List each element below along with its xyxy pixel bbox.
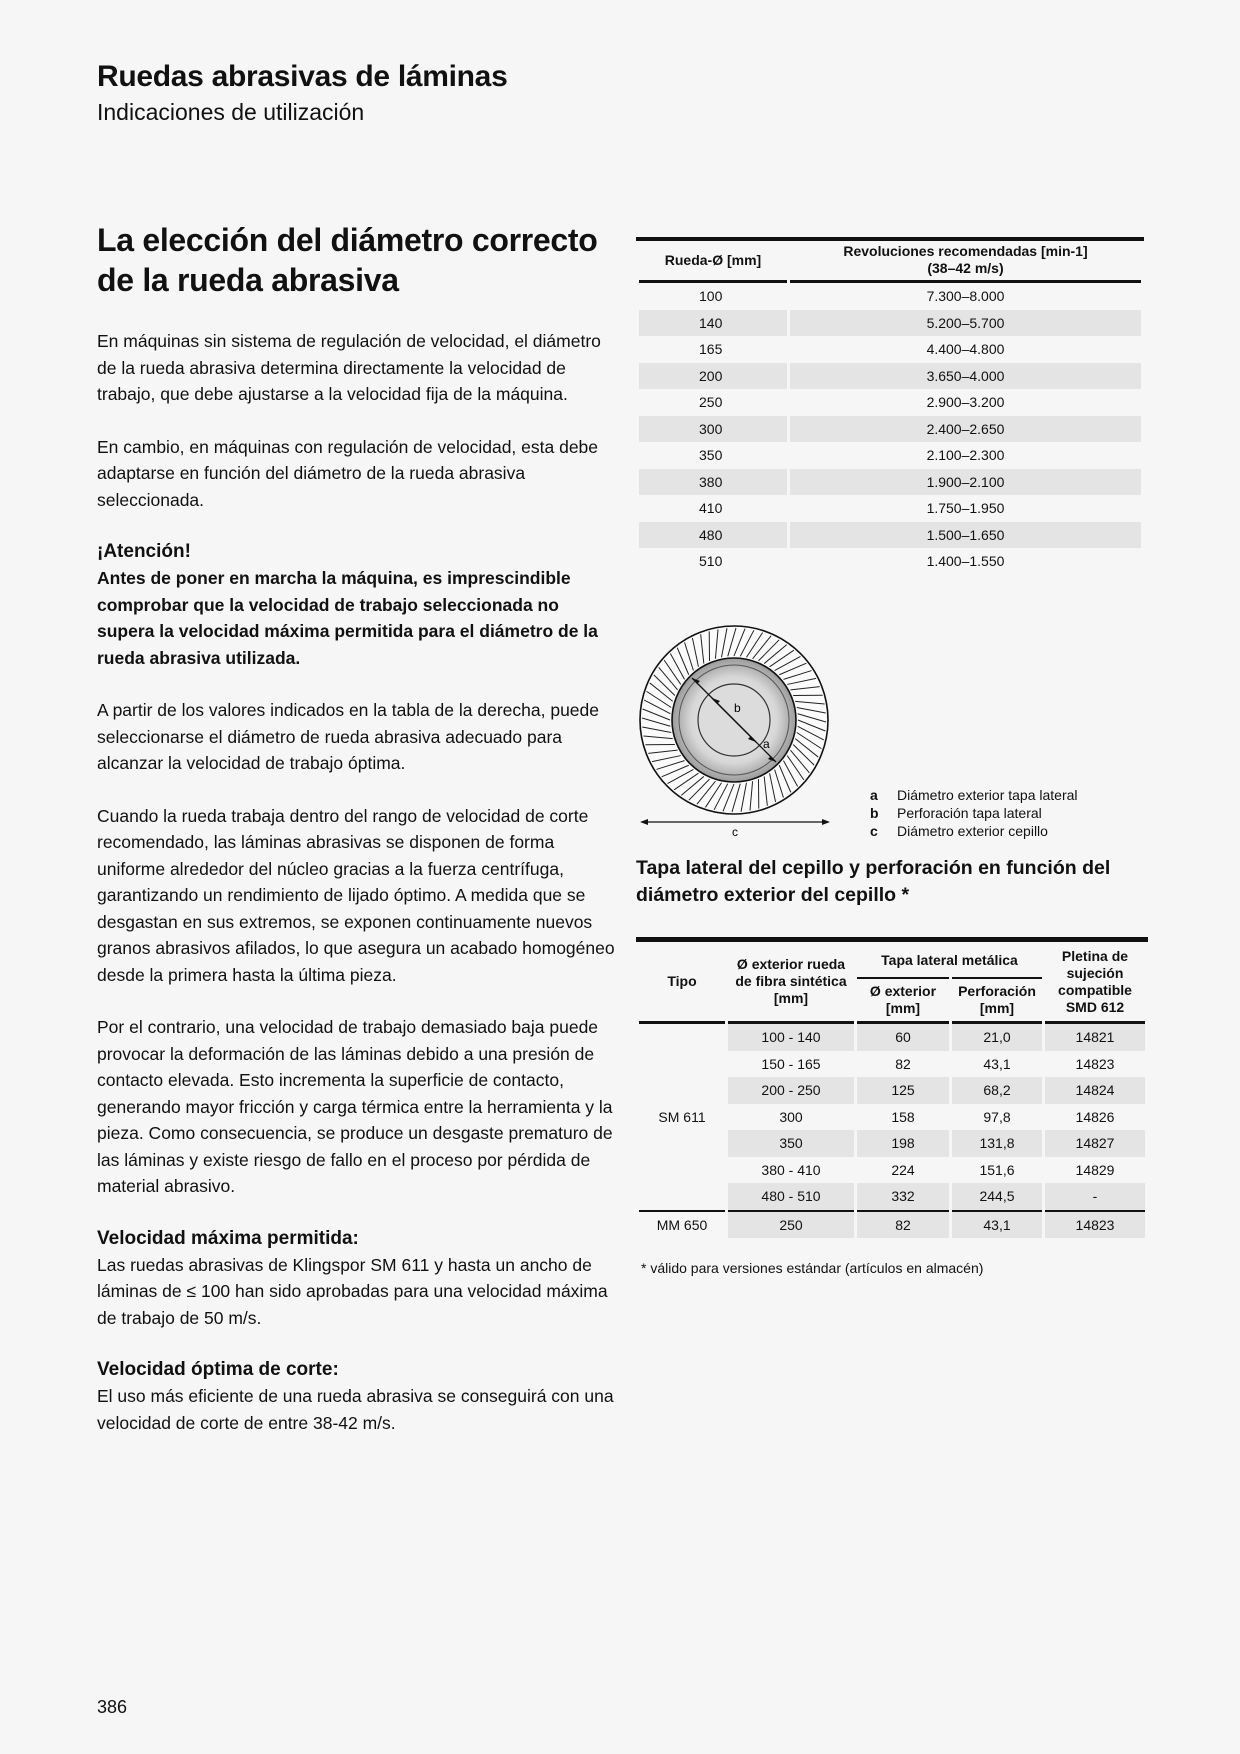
- side-cap-cell: 14829: [1075, 1161, 1115, 1178]
- side-cap-cell: 14823: [1045, 1210, 1145, 1239]
- side-cap-cell: 480 - 510: [728, 1183, 854, 1210]
- side-cap-cell: 332: [857, 1183, 949, 1210]
- rpm-cell-diameter: 350: [699, 447, 723, 464]
- section-title: [97, 220, 617, 300]
- rpm-cell-rpm: 3.650–4.000: [790, 363, 1141, 390]
- legend-item: [870, 786, 1078, 804]
- side-cap-cell: 198: [857, 1130, 949, 1157]
- rpm-cell-diameter: 300: [639, 416, 787, 443]
- side-cap-cell: -: [1045, 1183, 1145, 1210]
- side-cap-cell: 200 - 250: [728, 1077, 854, 1104]
- brush-diagram: [636, 620, 836, 840]
- rpm-cell-rpm: 2.900–3.200: [926, 394, 1005, 411]
- rpm-cell-rpm: 1.750–1.950: [926, 500, 1005, 517]
- t2-header-perf: Perforación [mm]: [952, 977, 1042, 1024]
- side-cap-cell: 100 - 140: [728, 1024, 854, 1051]
- rpm-table-row: [639, 522, 1141, 549]
- rpm-table-row: [639, 442, 1141, 469]
- side-cap-cell: 43,1: [952, 1210, 1042, 1239]
- table2-footnote: * válido para versiones estándar (artículos en almacén): [641, 1260, 984, 1276]
- side-cap-cell: 300: [779, 1108, 803, 1125]
- side-cap-cell: 151,6: [979, 1161, 1015, 1178]
- side-cap-cell: 21,0: [952, 1024, 1042, 1051]
- section-title-line2: de la rueda abrasiva: [97, 262, 399, 298]
- side-cap-cell: 82: [895, 1055, 911, 1072]
- rpm-cell-diameter: 165: [699, 341, 723, 358]
- side-cap-cell: 14826: [1075, 1108, 1115, 1125]
- paragraph-4: Cuando la rueda trabaja dentro del rango de velocidad de corte recomendado, las láminas abrasivas se disponen de forma uniforme alrededor del núcleo gracias a la fuerza centrífuga, garantizando un rendimiento de lijado óptimo. A medida que se desgastan en sus extremos, se exponen continuamente nuevos granos abrasivos afilados, lo que asegura un acabado homogéneo desde la primera hasta la última pieza.: [97, 805, 615, 985]
- label-b: b: [734, 701, 741, 715]
- rpm-cell-diameter: 100: [699, 288, 723, 305]
- rpm-cell-rpm: 4.400–4.800: [926, 341, 1005, 358]
- side-cap-cell: 97,8: [983, 1108, 1011, 1125]
- side-cap-cell: 350: [728, 1130, 854, 1157]
- label-c: c: [732, 825, 738, 839]
- side-cap-cell: 82: [857, 1210, 949, 1239]
- side-cap-cell-type: SM 611: [658, 1108, 706, 1125]
- side-cap-cell: 14821: [1045, 1024, 1145, 1051]
- t2-header-tipo: Tipo: [639, 942, 725, 1024]
- header-title: Ruedas abrasivas de láminas: [97, 60, 508, 93]
- rpm-cell-diameter: 250: [699, 394, 723, 411]
- diagram-legend: [870, 786, 1078, 840]
- side-cap-cell: 14824: [1045, 1077, 1145, 1104]
- side-cap-cell: 60: [857, 1024, 949, 1051]
- side-cap-cell: 43,1: [983, 1055, 1011, 1072]
- t2-header-tapa: Tapa lateral metálica: [881, 952, 1018, 968]
- rpm-cell-rpm: 1.400–1.550: [926, 553, 1005, 570]
- side-cap-cell: 224: [891, 1161, 915, 1178]
- rpm-table-row: [639, 416, 1141, 443]
- side-cap-cell: 380 - 410: [761, 1161, 821, 1178]
- rpm-cell-diameter: 410: [699, 500, 723, 517]
- rpm-header-line1: Revoluciones recomendadas [min-1]: [843, 243, 1088, 259]
- rpm-cell-rpm: 5.200–5.700: [790, 310, 1141, 337]
- rpm-table-row: [639, 283, 1141, 310]
- rpm-table-header-diameter: Rueda-Ø [mm]: [639, 238, 787, 283]
- left-column: [97, 220, 617, 1462]
- rpm-table-row: [639, 495, 1141, 522]
- rpm-table-body: [639, 283, 1141, 575]
- rpm-cell-rpm: 1.500–1.650: [790, 522, 1141, 549]
- legend-text: Perforación tapa lateral: [897, 805, 1042, 821]
- side-cap-table: [636, 937, 1148, 1238]
- label-a: a: [763, 737, 770, 751]
- max-speed-text: Las ruedas abrasivas de Klingspor SM 611 y hasta un ancho de láminas de ≤ 100 han sido aprobadas para una velocidad máxima de trabajo de 50 m/s.: [97, 1254, 608, 1328]
- optimal-speed-heading: Velocidad óptima de corte:: [97, 1359, 339, 1380]
- rpm-cell-diameter: 510: [699, 553, 723, 570]
- page-number: 386: [97, 1697, 128, 1717]
- rpm-cell-rpm: 7.300–8.000: [926, 288, 1005, 305]
- t2-header-tapa-ext: Ø exterior [mm]: [857, 977, 949, 1024]
- rpm-table-row: [639, 310, 1141, 337]
- paragraph-3: A partir de los valores indicados en la tabla de la derecha, puede seleccionarse el diámetro de rueda abrasiva adecuado para alcanzar la velocidad de trabajo óptima.: [97, 700, 599, 773]
- side-cap-cell: 244,5: [952, 1183, 1042, 1210]
- rpm-cell-diameter: 140: [639, 310, 787, 337]
- rpm-cell-rpm: 2.100–2.300: [926, 447, 1005, 464]
- rpm-table-row: [639, 548, 1141, 575]
- warning-heading: ¡Atención!: [97, 541, 191, 562]
- side-cap-cell: 68,2: [952, 1077, 1042, 1104]
- rpm-cell-rpm: 2.400–2.650: [790, 416, 1141, 443]
- rpm-table-header-rpm: [790, 238, 1141, 283]
- legend-key: a: [870, 787, 878, 803]
- side-cap-row-mm650: [639, 1210, 1145, 1239]
- rpm-table-row: [639, 336, 1141, 363]
- t2-header-ext: Ø exterior rueda de fibra sintética [mm]: [728, 942, 854, 1024]
- side-cap-row: [639, 1024, 1145, 1051]
- rpm-table-row: [639, 469, 1141, 496]
- side-cap-table-body: [639, 1024, 1145, 1238]
- side-cap-cell: 14827: [1045, 1130, 1145, 1157]
- paragraph-1: En máquinas sin sistema de regulación de velocidad, el diámetro de la rueda abrasiva determina directamente la velocidad de trabajo, que debe ajustarse a la velocidad fija de la máquina.: [97, 331, 601, 404]
- legend-key: c: [870, 823, 878, 839]
- rpm-header-line2: (38–42 m/s): [927, 260, 1004, 276]
- rpm-cell-diameter: 200: [639, 363, 787, 390]
- t2-header-pletina: Pletina de sujeción compatible SMD 612: [1045, 942, 1145, 1024]
- rpm-table: [636, 238, 1144, 575]
- rpm-cell-diameter: 380: [639, 469, 787, 496]
- legend-item: [870, 822, 1078, 840]
- paragraph-5: Por el contrario, una velocidad de trabajo demasiado baja puede provocar la deformación de las láminas debido a una presión de contacto elevada. Esto incrementa la superficie de contacto, generando mayor fricción y carga térmica entre la herramienta y la pieza. Como consecuencia, se produce un desgaste prematuro de las láminas y existe riesgo de fallo en el proceso por pérdida de material abrasivo.: [97, 1017, 613, 1196]
- rpm-cell-diameter: 480: [639, 522, 787, 549]
- legend-text: Diámetro exterior cepillo: [897, 823, 1048, 839]
- header-subtitle: Indicaciones de utilización: [97, 99, 365, 125]
- warning-text: Antes de poner en marcha la máquina, es imprescindible comprobar que la velocidad de trabajo seleccionada no supera la velocidad máxima permitida para el diámetro de la rueda abrasiva utilizada.: [97, 568, 598, 668]
- side-cap-cell: 131,8: [952, 1130, 1042, 1157]
- optimal-speed-text: El uso más eficiente de una rueda abrasiva se conseguirá con una velocidad de corte de entre 38-42 m/s.: [97, 1386, 614, 1433]
- side-cap-cell: 250: [728, 1210, 854, 1239]
- table2-title: Tapa lateral del cepillo y perforación en función del diámetro exterior del cepillo *: [636, 857, 1111, 906]
- max-speed-heading: Velocidad máxima permitida:: [97, 1227, 359, 1249]
- side-cap-cell: 125: [857, 1077, 949, 1104]
- rpm-table-row: [639, 363, 1141, 390]
- paragraph-2: En cambio, en máquinas con regulación de velocidad, esta debe adaptarse en función del diámetro de la rueda abrasiva seleccionada.: [97, 436, 599, 510]
- rpm-table-row: [639, 389, 1141, 416]
- legend-item: [870, 804, 1078, 822]
- side-cap-cell-type: MM 650: [639, 1210, 725, 1239]
- legend-text: Diámetro exterior tapa lateral: [897, 787, 1078, 803]
- legend-key: b: [870, 805, 879, 821]
- side-cap-cell: 14823: [1075, 1055, 1115, 1072]
- side-cap-cell: 150 - 165: [761, 1055, 821, 1072]
- rpm-cell-rpm: 1.900–2.100: [790, 469, 1141, 496]
- section-title-line1: La elección del diámetro correcto: [97, 222, 598, 258]
- side-cap-cell: 158: [891, 1108, 915, 1125]
